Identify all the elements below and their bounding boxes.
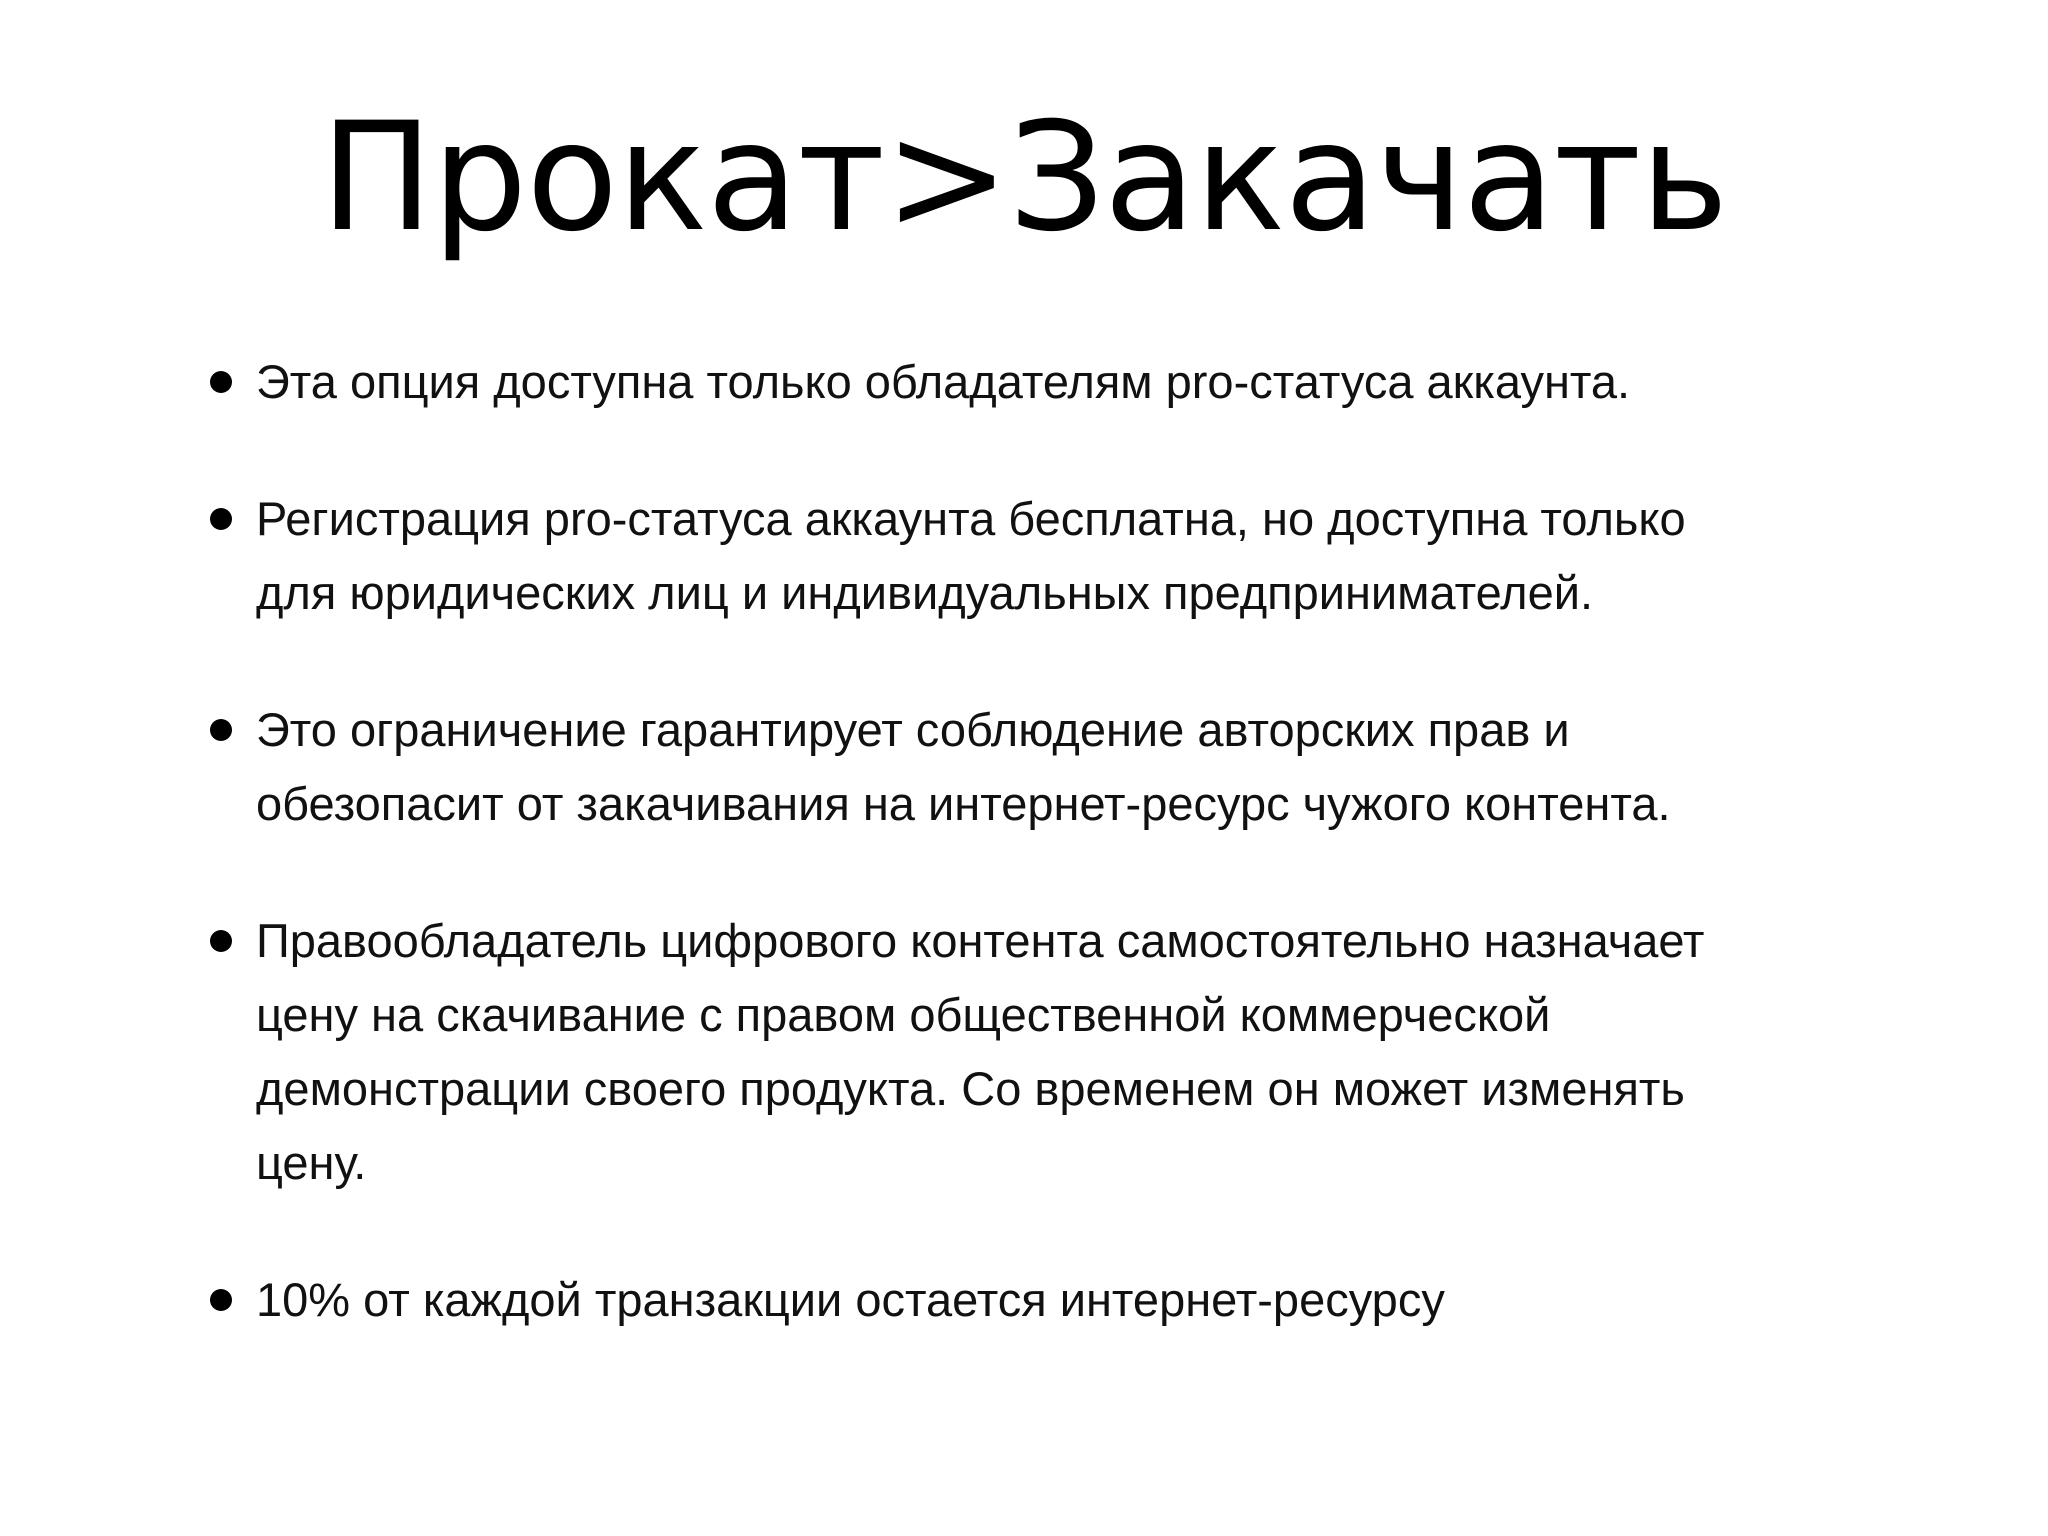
bullet-item [210, 482, 1910, 630]
bullet-dot-icon [210, 508, 232, 530]
bullet-list [210, 345, 1910, 1337]
bullet-text-line: для юридических лиц и индивидуальных предпринимателей. [256, 566, 1594, 619]
bullet-item [210, 1263, 1910, 1337]
bullet-text-line: демонстрации своего продукта. Со временем он может изменять [256, 1062, 1685, 1115]
bullet-text-line: цену. [256, 1136, 367, 1189]
bullet-item [210, 345, 1910, 419]
bullet-text-line: обезопасит от закачивания на интернет-ресурс чужого контента. [256, 777, 1671, 830]
bullet-dot-icon [210, 1289, 232, 1311]
bullet-text-line: Эта опция доступна только обладателям pro-статуса аккаунта. [256, 355, 1631, 408]
bullet-item [210, 904, 1910, 1200]
slide-title: Прокат>Закачать [320, 91, 1728, 265]
bullet-dot-icon [210, 930, 232, 952]
bullet-text-line: Это ограничение гарантирует соблюдение авторских прав и [256, 703, 1570, 756]
bullet-item [210, 693, 1910, 841]
bullet-text-line: цену на скачивание с правом общественной коммерческой [256, 988, 1551, 1041]
bullet-text-line: Регистрация pro-статуса аккаунта бесплатна, но доступна только [256, 492, 1686, 545]
bullet-text-line: Правообладатель цифрового контента самостоятельно назначает [256, 914, 1705, 967]
bullet-dot-icon [210, 371, 232, 393]
bullet-text-line: 10% от каждой транзакции остается интернет-ресурсу [256, 1273, 1445, 1326]
bullet-dot-icon [210, 719, 232, 741]
